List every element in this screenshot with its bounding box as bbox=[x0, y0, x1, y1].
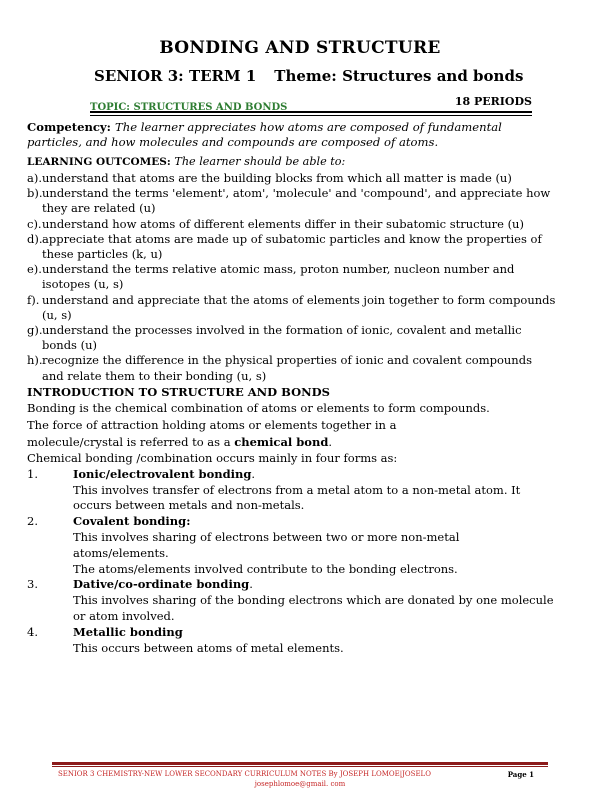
bonding-form-description: The atoms/elements involved contribute to the bonding electrons. bbox=[73, 561, 458, 576]
learning-outcomes-intro: The learner should be able to: bbox=[174, 155, 346, 168]
intro-p3-end: . bbox=[328, 434, 333, 449]
bonding-form-suffix: . bbox=[251, 466, 256, 481]
outcome-marker: a). bbox=[27, 171, 42, 185]
outcome-text: understand and appreciate that the atoms of elements join together to form compounds (u, s) bbox=[42, 292, 556, 322]
outcome-text: recognize the difference in the physical properties of ionic and covalent compounds and relate them to their bonding (u, s) bbox=[42, 353, 532, 383]
intro-p3-text: molecule/crystal is referred to as a bbox=[27, 434, 235, 449]
bonding-form-item bbox=[27, 577, 557, 624]
outcome-text: understand the terms relative atomic mass, proton number, nucleon number and isotopes (u, s) bbox=[42, 262, 515, 292]
bonding-form-number: 4. bbox=[27, 624, 38, 639]
learning-outcomes-list bbox=[27, 171, 557, 384]
outcome-text: understand the processes involved in the formation of ionic, covalent and metallic bonds (u) bbox=[42, 323, 522, 353]
bonding-form-description: This involves sharing of electrons between two or more non-metal atoms/elements. bbox=[73, 530, 460, 560]
competency-text: The learner appreciates how atoms are composed of fundamental particles, and how molecules and compounds are composed of atoms. bbox=[27, 120, 502, 149]
outcome-marker: d). bbox=[27, 231, 43, 246]
outcome-item bbox=[27, 186, 557, 216]
bonding-form-item bbox=[27, 625, 557, 657]
footer-rule-thin bbox=[52, 766, 548, 767]
outcome-item bbox=[27, 323, 557, 353]
intro-paragraph-1: Bonding is the chemical combination of atoms or elements to form compounds. bbox=[27, 401, 490, 416]
outcome-item bbox=[27, 353, 557, 383]
document-title: BONDING AND STRUCTURE bbox=[159, 38, 441, 58]
subtitle-term: SENIOR 3: TERM 1 bbox=[94, 67, 257, 85]
outcome-marker: g). bbox=[27, 323, 43, 338]
outcome-text: understand how atoms of different elements differ in their subatomic structure (u) bbox=[42, 216, 524, 231]
outcome-marker: h). bbox=[27, 353, 43, 368]
introduction-heading: INTRODUCTION TO STRUCTURE AND BONDS bbox=[27, 384, 330, 399]
header-rule bbox=[90, 111, 532, 113]
bonding-forms-list bbox=[27, 467, 557, 657]
intro-paragraph-3 bbox=[27, 434, 557, 451]
outcome-marker: b). bbox=[27, 186, 43, 201]
outcome-item bbox=[27, 262, 557, 292]
outcome-item bbox=[27, 232, 557, 262]
bonding-form-item bbox=[27, 514, 557, 577]
outcome-item bbox=[27, 217, 557, 232]
bonding-form-description: This involves transfer of electrons from a metal atom to a non-metal atom. It occurs between metals and non-metals. bbox=[73, 482, 521, 513]
bonding-form-number: 3. bbox=[27, 577, 38, 592]
header-rule-thin bbox=[90, 115, 532, 116]
competency-paragraph: Competency: The learner appreciates how atoms are composed of fundamental particles, and how molecules and compounds are composed of atoms. bbox=[27, 120, 502, 149]
bonding-form-name: Covalent bonding: bbox=[73, 514, 191, 529]
bonding-form-item bbox=[27, 467, 557, 514]
introduction-section bbox=[27, 384, 557, 657]
outcome-text: understand the terms 'element', atom', 'molecule' and 'compound', and appreciate how they are related (u) bbox=[42, 186, 551, 216]
bonding-form-description: This involves sharing of the bonding electrons which are donated by one molecule or atom involved. bbox=[73, 593, 554, 623]
learning-outcomes-label: LEARNING OUTCOMES bbox=[27, 156, 167, 168]
footer-text: SENIOR 3 CHEMISTRY-NEW LOWER SECONDARY CURRICULUM NOTES By JOSEPH LOMOE|JOSELO bbox=[58, 770, 431, 778]
bonding-form-name: Metallic bonding bbox=[73, 624, 183, 639]
outcome-item bbox=[27, 171, 557, 186]
outcome-marker: f). bbox=[27, 292, 40, 307]
intro-paragraph-2: The force of attraction holding atoms or elements together in a bbox=[27, 418, 397, 433]
topic-label: TOPIC: STRUCTURES AND BONDS bbox=[90, 102, 288, 113]
footer-rule bbox=[52, 762, 548, 765]
intro-paragraph-4: Chemical bonding /combination occurs mainly in four forms as: bbox=[27, 451, 398, 466]
outcome-text: understand that atoms are the building blocks from which all matter is made (u) bbox=[42, 171, 512, 185]
bonding-form-description: This occurs between atoms of metal elements. bbox=[73, 640, 344, 655]
document-subtitle bbox=[94, 67, 523, 85]
periods-label: 18 PERIODS bbox=[454, 95, 532, 108]
chemical-bond-term: chemical bond bbox=[234, 434, 329, 449]
bonding-form-name: Dative/co-ordinate bonding bbox=[73, 577, 250, 592]
outcome-item bbox=[27, 293, 557, 323]
document-body bbox=[27, 120, 557, 656]
outcome-marker: c). bbox=[27, 216, 42, 231]
outcome-marker: e). bbox=[27, 262, 42, 277]
bonding-form-number: 1. bbox=[27, 466, 38, 481]
competency-label: Competency bbox=[27, 120, 107, 134]
bonding-form-number: 2. bbox=[27, 514, 38, 529]
bonding-form-suffix: . bbox=[249, 577, 253, 592]
outcome-text: appreciate that atoms are made up of subatomic particles and know the properties of these particles (k, u) bbox=[42, 231, 542, 262]
footer-email: josephlomoe@gmail. com bbox=[254, 780, 346, 788]
bonding-form-name: Ionic/electrovalent bonding bbox=[73, 466, 252, 481]
page-number: Page 1 bbox=[507, 770, 534, 779]
learning-outcomes-heading: LEARNING OUTCOMES: The learner should be able to: bbox=[27, 155, 346, 168]
subtitle-theme: Theme: Structures and bonds bbox=[274, 67, 524, 85]
